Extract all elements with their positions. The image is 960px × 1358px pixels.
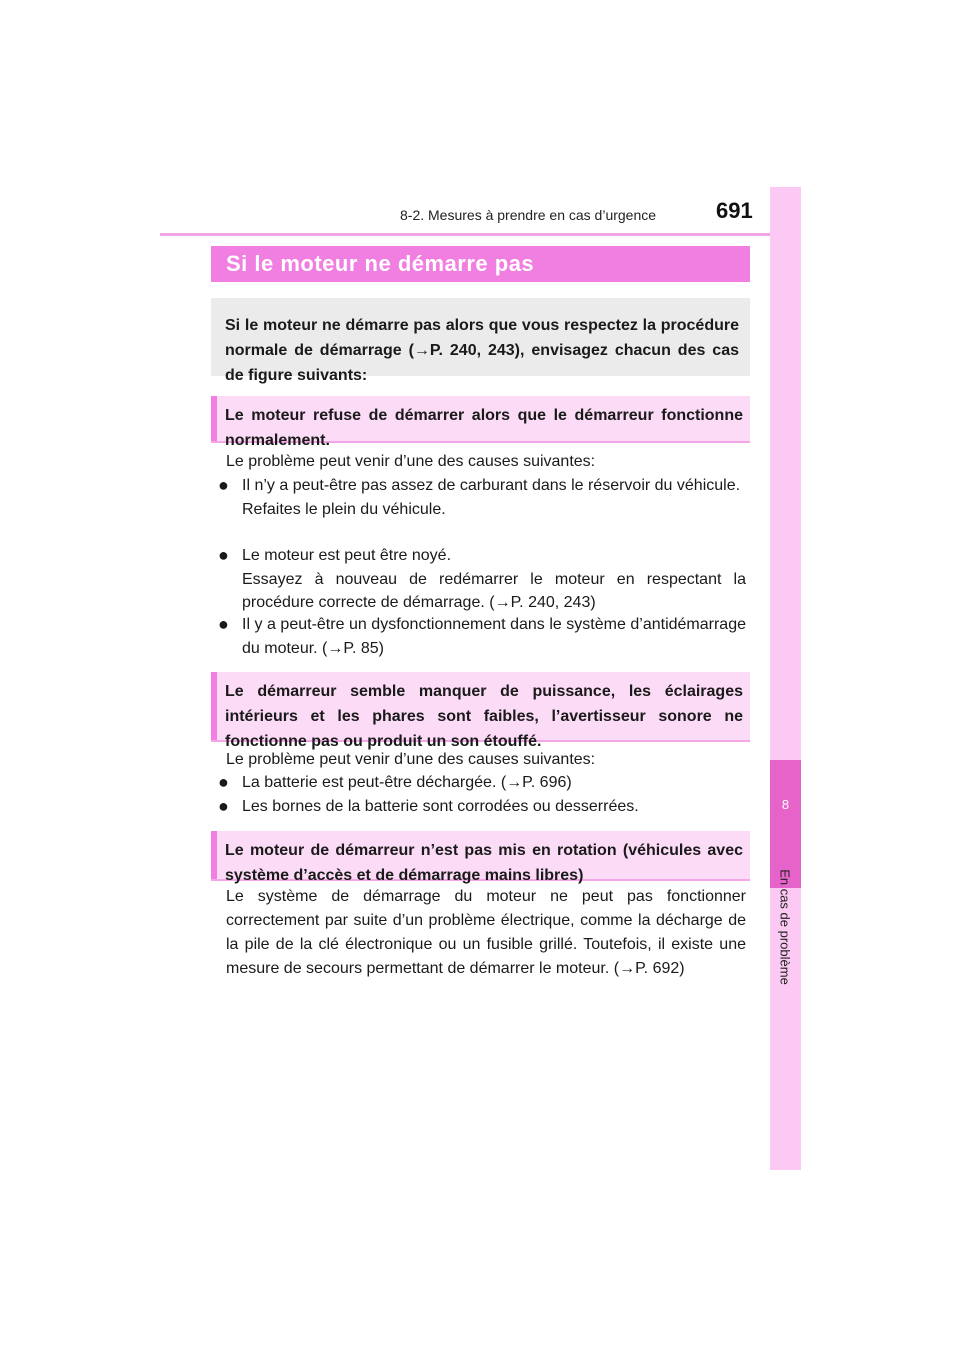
running-header-section: 8-2. Mesures à prendre en cas d’urgence <box>400 207 657 223</box>
section-heading-1 <box>211 396 750 449</box>
bullet-icon: ● <box>218 772 229 792</box>
heading-accent-bar <box>211 396 217 441</box>
page-title: Si le moteur ne démarre pas <box>226 251 535 276</box>
bullet-icon: ● <box>218 545 229 565</box>
list-item <box>218 771 746 795</box>
bullet-note: Essayez à nouveau de redémarrer le moteur en respectant la procédure correcte de démarrage. (→P. 240, 243) <box>242 570 746 612</box>
list-item <box>218 613 746 660</box>
bullet-note: Refaites le plein du véhicule. <box>242 500 446 518</box>
list-item <box>218 795 746 819</box>
page-number: 691 <box>716 198 753 223</box>
intro-box <box>211 298 750 384</box>
section-heading-text: Le moteur de démarreur n’est pas mis en rotation (véhicules avec système d’accès et de démarrage mains libres) <box>225 842 743 884</box>
list-item <box>218 474 746 521</box>
section-heading-2 <box>211 672 750 750</box>
bullet-icon: ● <box>218 614 229 634</box>
chapter-side-tab <box>770 187 801 1170</box>
section-heading-text: Le démarreur semble manquer de puissance, les éclairages intérieurs et les phares sont faibles, l’avertisseur sonore ne fonctionne pas ou produit un son étouffé. <box>225 683 743 750</box>
header-divider <box>160 233 800 236</box>
chapter-label: En cas de problème <box>777 869 793 985</box>
bullet-icon: ● <box>218 475 229 495</box>
heading-accent-bar <box>211 831 217 879</box>
bullet-text: La batterie est peut-être déchargée. (→P. 696) <box>242 774 572 791</box>
bullet-text: Il y a peut-être un dysfonctionnement dans le système d’antidémarrage du moteur. (→P. 85) <box>242 616 746 657</box>
section-lead: Le problème peut venir d’une des causes suivantes: <box>226 453 596 470</box>
heading-accent-bar <box>211 672 217 740</box>
intro-text: Si le moteur ne démarre pas alors que vous respectez la procédure normale de démarrage (→P. 240, 243), envisagez chacun des cas de figure suivants: <box>225 317 739 384</box>
section-lead: Le problème peut venir d’une des causes suivantes: <box>226 751 596 768</box>
list-item <box>218 544 746 615</box>
section-body: Le système de démarrage du moteur ne peut pas fonctionner correctement par suite d’un problème électrique, comme la décharge de la pile de la clé électronique ou un fusible grillé. Toutefois, il existe une mesure de secours permettant de démarrer le moteur. (→P. 692) <box>226 888 746 977</box>
bullet-text: Le moteur est peut être noyé. <box>242 547 452 564</box>
chapter-number: 8 <box>781 797 790 812</box>
page-title-bar <box>211 246 750 282</box>
section-heading-3 <box>211 831 750 884</box>
bullet-text: Il n’y a peut-être pas assez de carburant dans le réservoir du véhicule. <box>242 477 741 494</box>
bullet-text: Les bornes de la batterie sont corrodées ou desserrées. <box>242 798 639 815</box>
bullet-icon: ● <box>218 796 229 816</box>
section-heading-text: Le moteur refuse de démarrer alors que le démarreur fonctionne normalement. <box>225 407 743 449</box>
